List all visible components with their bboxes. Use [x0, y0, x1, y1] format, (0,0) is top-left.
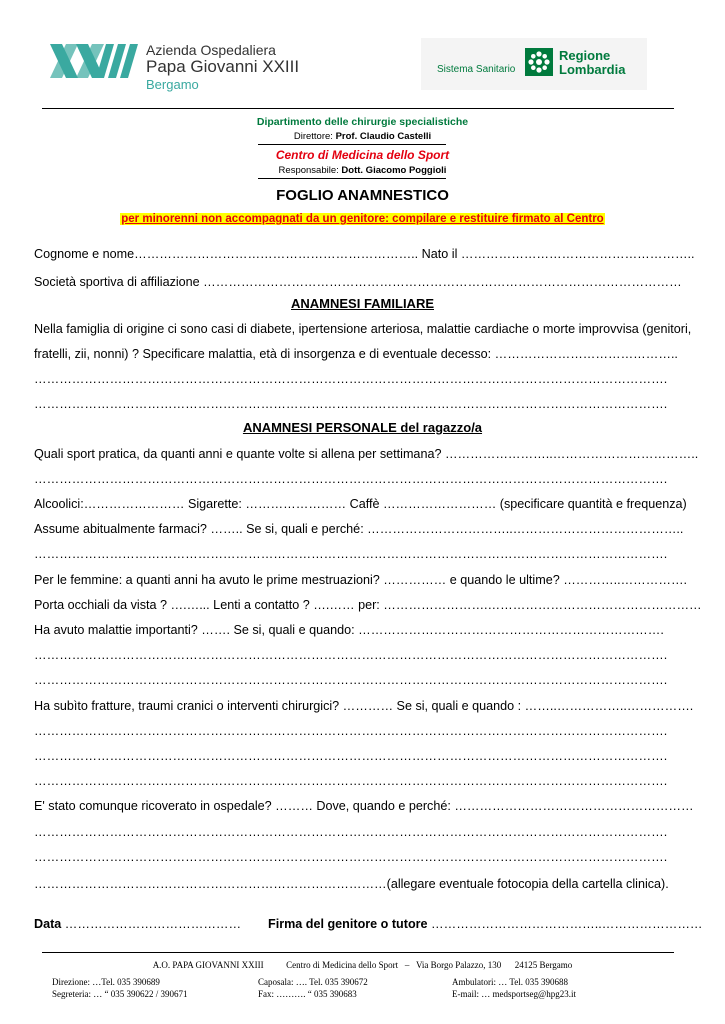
lombardia-text: Lombardia [559, 62, 626, 77]
drugs-dots[interactable]: ……………………………………………………………………………………………………………………………………. [34, 547, 668, 561]
signature-row [268, 917, 703, 931]
hospital-dots-2[interactable]: ……………………………………………………………………………………………………………………………………. [34, 850, 668, 864]
footer-fax: Fax: ………. “ 035 390683 [258, 989, 357, 999]
form-subtitle: per minorenni non accompagnati da un genitore: compilare e restituire firmato al Centro [121, 213, 604, 225]
fracture-question[interactable]: Ha subìto fratture, traumi cranici o interventi chirurgici? ………… Se si, quali e quando : ……..……………..……………. [34, 699, 694, 713]
familiar-question-2[interactable]: fratelli, zii, nonni) ? Specificare malattia, età di insorgenza e di eventuale decesso: …………………………………….. [34, 347, 678, 361]
form-title: FOGLIO ANAMNESTICO [276, 187, 449, 204]
habits-line[interactable]: Alcoolici:…………………… Sigarette: …………………… Caffè ……………………… (specificare quantità e frequenza) [34, 497, 687, 511]
signature-field[interactable]: …………………………………..…………………… [431, 917, 703, 931]
responsible-line [0, 165, 725, 176]
director-label: Direttore: [293, 131, 336, 142]
personal-heading: ANAMNESI PERSONALE del ragazzo/a [242, 420, 483, 435]
signature-label: Firma del genitore o tutore [268, 917, 428, 931]
center-name: Centro di Medicina dello Sport [275, 148, 450, 162]
date-field[interactable]: …………………………………… [64, 917, 242, 931]
date-row [34, 917, 241, 931]
regione-lombardia-logo [421, 38, 647, 90]
hospital-logo [48, 40, 308, 100]
society-line[interactable]: Società sportiva di affiliazione …………………………………………………………………………………………………… [34, 275, 682, 289]
glasses-question[interactable]: Porta occhiali da vista ? ….…... Lenti a contatto ? ….…… per: …………………….…………………………………………… [34, 598, 702, 612]
footer-ambulatori: Ambulatori: … Tel. 035 390688 [452, 977, 568, 987]
familiar-dots-1[interactable]: ……………………………………………………………………………………………………………………………………. [34, 372, 668, 386]
hospital-dots-1[interactable]: ……………………………………………………………………………………………………………………………………. [34, 825, 668, 839]
director-line [0, 131, 725, 142]
form-subtitle-wrap [0, 209, 725, 227]
women-question[interactable]: Per le femmine: a quanti anni ha avuto le prime mestruazioni? …………… e quando le ultime? …………..……………. [34, 573, 688, 587]
footer-divider [42, 952, 674, 953]
logo-line1: Azienda Ospedaliera [146, 42, 276, 58]
fracture-dots-2[interactable]: ……………………………………………………………………………………………………………………………………. [34, 749, 668, 763]
director-underline [258, 144, 446, 145]
sports-dots[interactable]: ……………………………………………………………………………………………………………………………………. [34, 472, 668, 486]
familiar-heading: ANAMNESI FAMILIARE [291, 296, 434, 311]
illness-question[interactable]: Ha avuto malattie importanti? ……. Se si, quali e quando: ………………………………………………………………. [34, 623, 664, 637]
familiar-question-1: Nella famiglia di origine ci sono casi di diabete, ipertensione arteriosa, malattie cardiache o morte improvvisa (genitori, [34, 322, 692, 336]
fracture-dots-3[interactable]: ……………………………………………………………………………………………………………………………………. [34, 774, 668, 788]
responsible-label: Responsabile: [278, 165, 342, 176]
header-divider [42, 108, 674, 109]
logo-line3: Bergamo [146, 77, 199, 92]
clinical-record-line[interactable]: …………………………………………………………………………(allegare eventuale fotocopia della cartella clinica). [34, 877, 669, 891]
familiar-dots-2[interactable]: ……………………………………………………………………………………………………………………………………. [34, 397, 668, 411]
hospital-question[interactable]: E' stato comunque ricoverato in ospedale? ……… Dove, quando e perché: ………………………………………………… [34, 799, 694, 813]
footer-segreteria: Segreteria: … “ 035 390622 / 390671 [52, 989, 188, 999]
footer-email[interactable]: E-mail: … medsportseg@hpg23.it [452, 989, 577, 999]
drugs-question[interactable]: Assume abitualmente farmaci? …….. Se si, quali e perché: ……………………………..………………………………….. [34, 522, 684, 536]
responsible-underline [258, 178, 446, 179]
regione-text: Regione [559, 48, 611, 63]
sports-question[interactable]: Quali sport pratica, da quanti anni e quante volte si allena per settimana? ……………………..…………………………….. [34, 447, 699, 461]
illness-dots-1[interactable]: ……………………………………………………………………………………………………………………………………. [34, 648, 668, 662]
sistema-sanitario-text: Sistema Sanitario [437, 64, 516, 75]
footer-caposala: Caposala: …. Tel. 035 390672 [258, 977, 368, 987]
department-title: Dipartimento delle chirurgie specialistiche [256, 116, 469, 128]
name-birth-line[interactable]: Cognome e nome………………………………………………………….. Nato il ……………………………………………….. [34, 247, 695, 261]
illness-dots-2[interactable]: ……………………………………………………………………………………………………………………………………. [34, 673, 668, 687]
footer-direzione: Direzione: …Tel. 035 390689 [52, 977, 160, 987]
director-name: Prof. Claudio Castelli [335, 131, 432, 142]
responsible-name: Dott. Giacomo Poggioli [341, 165, 447, 176]
fracture-dots-1[interactable]: ……………………………………………………………………………………………………………………………………. [34, 724, 668, 738]
xxiii-logo-icon [48, 44, 143, 78]
lombardia-rose-icon [525, 48, 553, 76]
date-label: Data [34, 917, 62, 931]
logo-line2: Papa Giovanni XXIII [146, 57, 300, 76]
footer-address: A.O. PAPA GIOVANNI XXIII Centro di Medicina dello Sport – Via Borgo Palazzo, 130 24125 Bergamo [152, 960, 573, 970]
